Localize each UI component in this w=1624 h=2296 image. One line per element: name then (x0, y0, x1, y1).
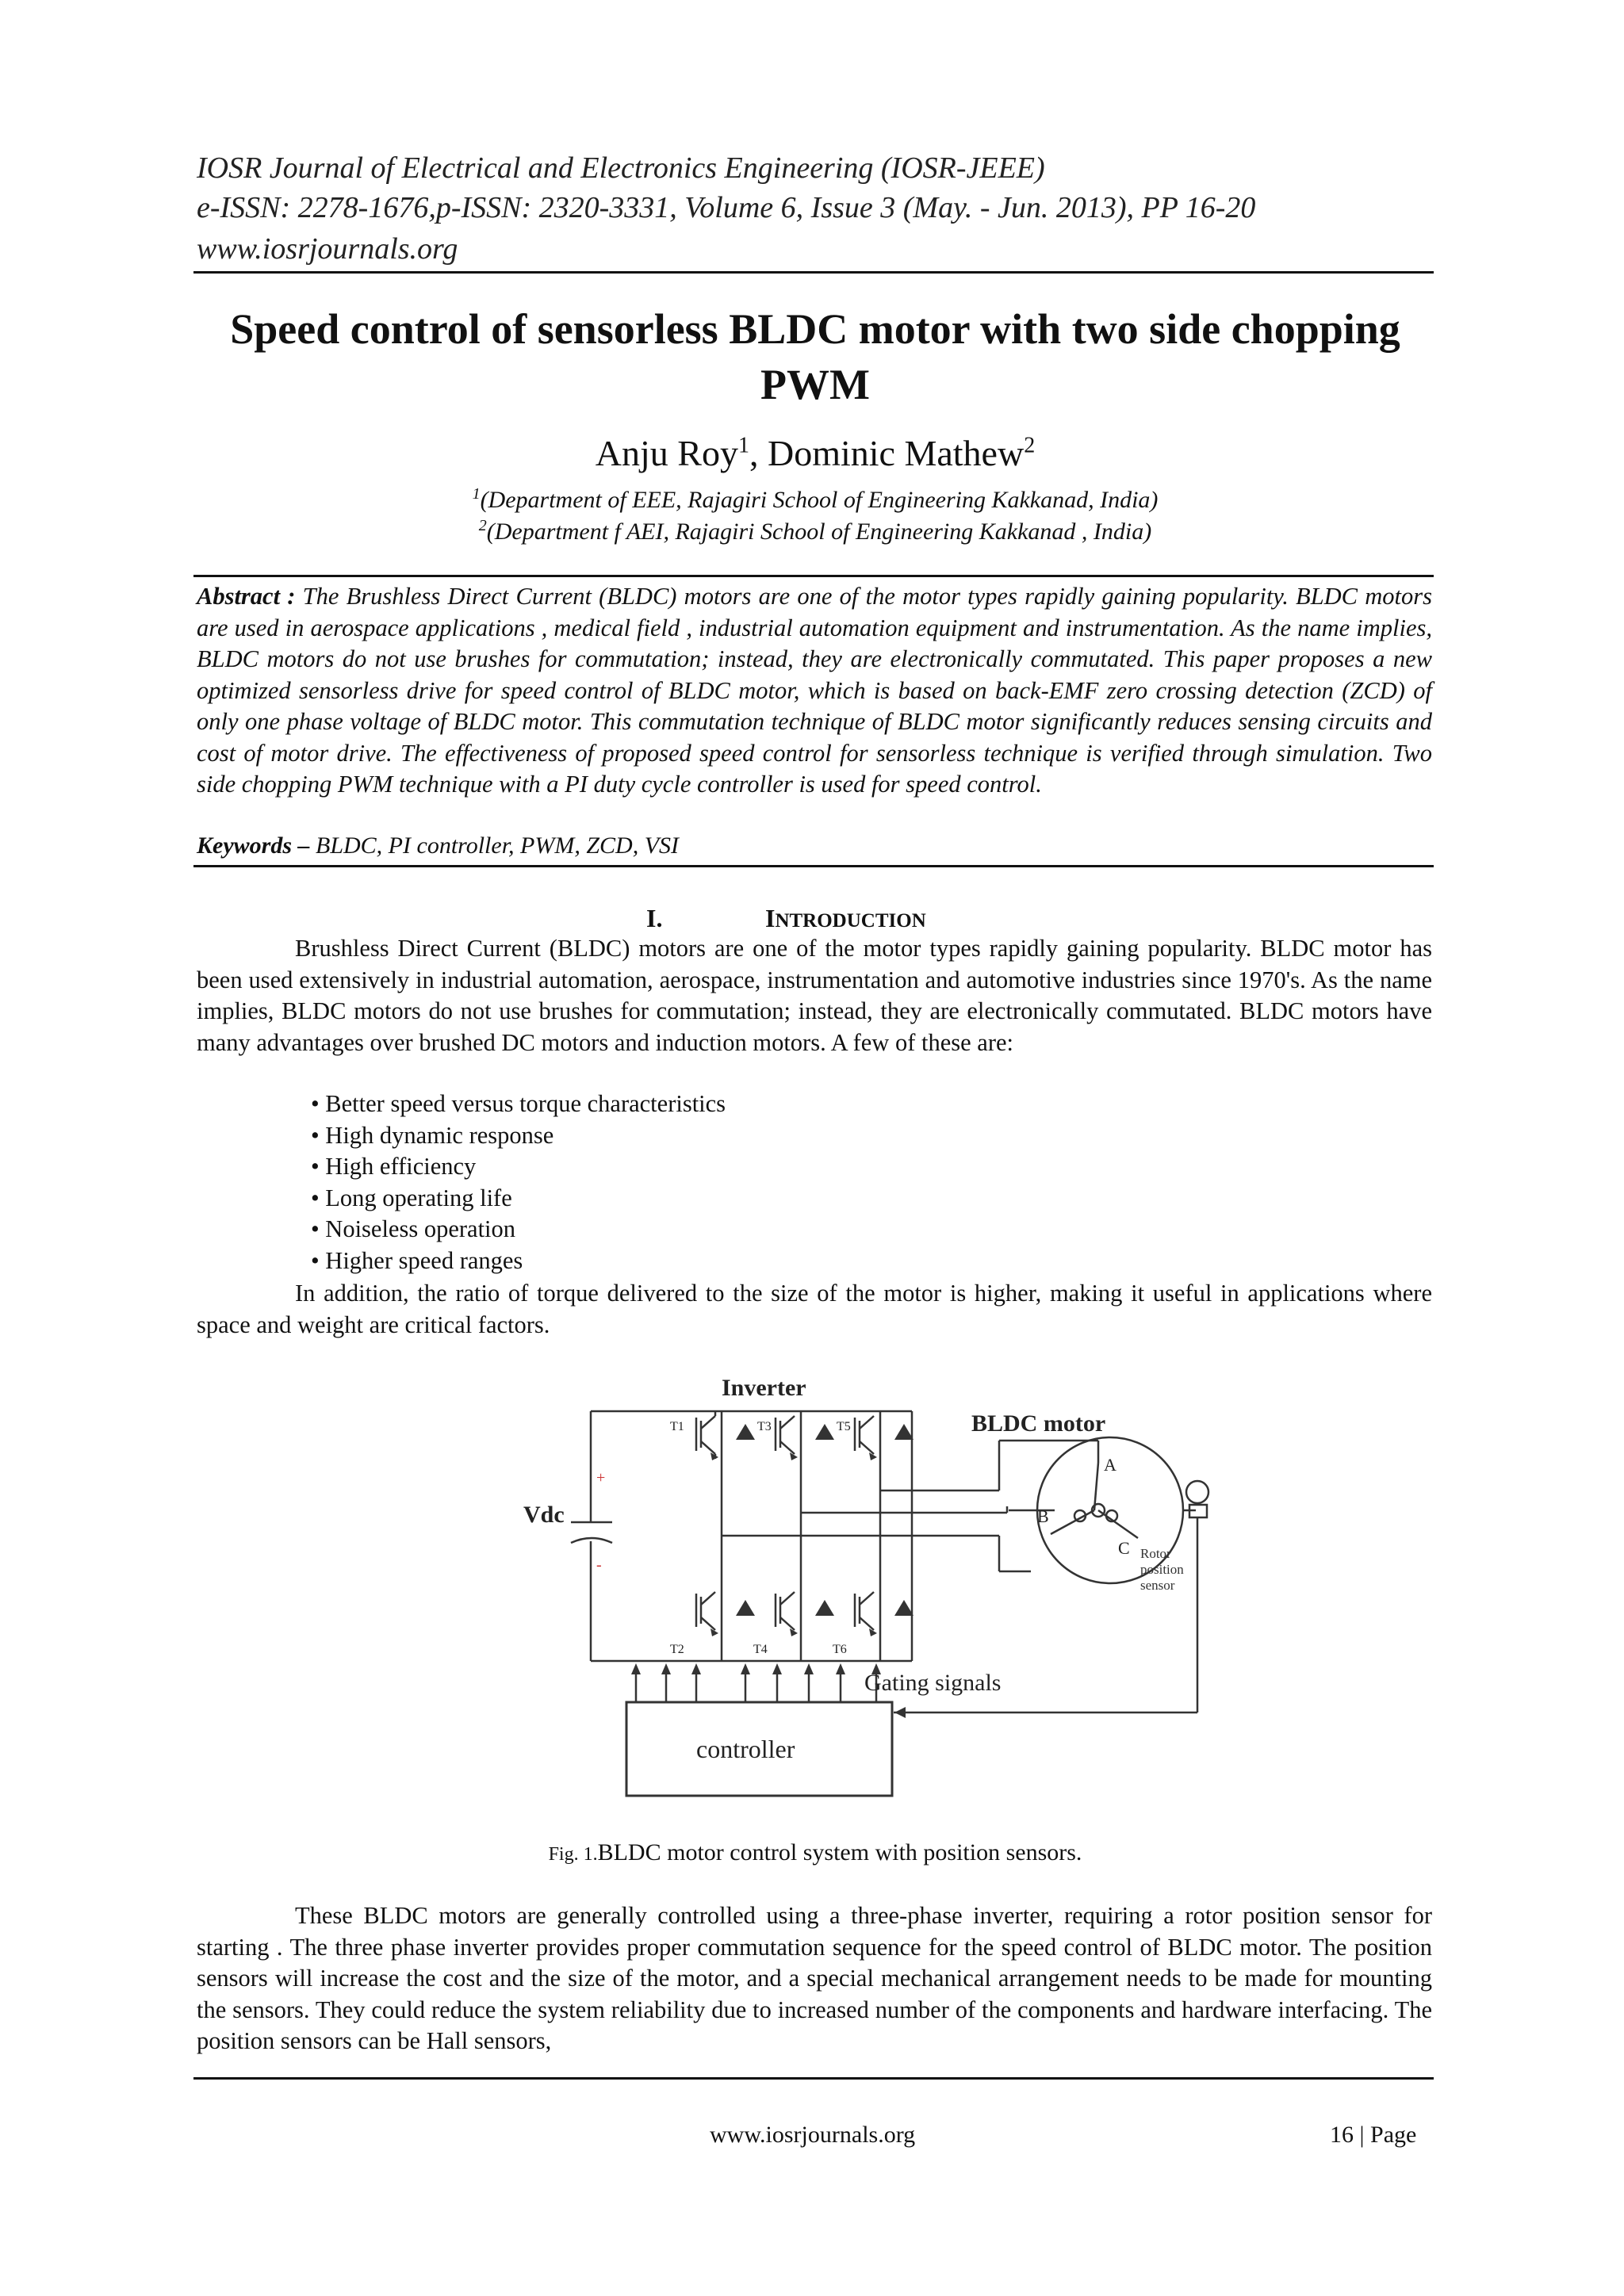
affiliation-sup-1: 1 (472, 485, 481, 503)
plus-sign: + (596, 1469, 606, 1487)
figure-caption (197, 1839, 1434, 1866)
affiliation-2 (197, 517, 1434, 545)
abstract-text: The Brushless Direct Current (BLDC) motors are one of the motor types rapidly gaining popularity. BLDC motors are used in aerospace applications , medical field , industrial automation equipment and instrumentation. As the name implies, BLDC motors do not use brushes for commutation; instead, they are electronically commutated. This paper proposes a new optimized sensorless drive for speed control of BLDC motor, which is based on back-EMF zero crossing detection (ZCD) of only one phase voltage of BLDC motor. This commutation technique of BLDC motor significantly reduces sensing circuits and cost of motor drive. The effectiveness of proposed speed control for sensorless technique is verified through simulation. Two side chopping PWM technique with a PI duty cycle controller is used for speed control. (197, 583, 1432, 798)
advantages-list (311, 1089, 726, 1277)
affiliation-1 (197, 485, 1434, 514)
section-number: I. (646, 904, 663, 932)
paper-title (197, 301, 1434, 412)
abstract (197, 581, 1432, 801)
journal-website: www.iosrjournals.org (197, 232, 458, 266)
title-line-2: PWM (760, 361, 870, 408)
list-item: • Higher speed ranges (311, 1246, 523, 1274)
minus-sign: - (596, 1556, 602, 1574)
phase-label-b: B (1037, 1506, 1049, 1526)
list-item: • Noiseless operation (311, 1215, 516, 1243)
section-title (765, 904, 926, 933)
section-title-initial: I (765, 904, 776, 932)
section-title-smallcaps: NTRODUCTION (775, 910, 926, 932)
abstract-top-rule (193, 575, 1434, 577)
page-number: 16 | Page (1330, 2122, 1417, 2148)
vdc-label: Vdc (523, 1502, 565, 1528)
list-item: • Better speed versus torque characteristics (311, 1090, 726, 1117)
list-item: • Long operating life (311, 1184, 512, 1211)
keywords (197, 832, 679, 859)
author-name-2: Dominic Mathew (767, 433, 1025, 473)
footer-url: www.iosrjournals.org (710, 2122, 916, 2148)
author-list (197, 432, 1434, 474)
author-name-1: Anju Roy (595, 433, 738, 473)
switch-label-t1: T1 (670, 1420, 684, 1433)
figure-label: Fig. 1. (548, 1844, 598, 1865)
addition-paragraph: In addition, the ratio of torque delivered to the size of the motor is higher, making it useful in applications where space and weight are critical factors. (197, 1280, 1432, 1338)
switch-label-t6: T6 (833, 1643, 847, 1656)
footer-rule (193, 2077, 1434, 2080)
sensor-label-line3: sensor (1140, 1578, 1175, 1593)
issn-line: e-ISSN: 2278-1676,p-ISSN: 2320-3331, Volume 6, Issue 3 (May. - Jun. 2013), PP 16-20 (197, 191, 1256, 224)
sensor-label-line1: Rotor (1140, 1546, 1171, 1561)
switch-label-t2: T2 (670, 1643, 684, 1656)
caption-text: BLDC motor control system with position sensors. (597, 1839, 1082, 1866)
switch-label-t5: T5 (837, 1420, 851, 1433)
switch-label-t4: T4 (753, 1643, 768, 1656)
header-rule (193, 271, 1434, 274)
affiliation-sup-2: 2 (478, 517, 487, 534)
sensor-label-line2: position (1140, 1562, 1184, 1577)
motor-label: BLDC motor (971, 1410, 1106, 1437)
title-line-1: Speed control of sensorless BLDC motor with two side chopping (230, 305, 1400, 353)
abstract-label: Abstract : (197, 583, 303, 610)
author-sup-2: 2 (1024, 433, 1036, 458)
gating-signals-label: Gating signals (864, 1670, 1002, 1696)
phase-label-a: A (1104, 1455, 1116, 1475)
controller-label: controller (696, 1735, 795, 1763)
affiliation-text-2: (Department f AEI, Rajagiri School of Engineering Kakkanad , India) (486, 519, 1152, 545)
bldc-system-figure (508, 1364, 1237, 1808)
abstract-bottom-rule (193, 865, 1434, 867)
body-paragraph-2: These BLDC motors are generally controlled using a three-phase inverter, requiring a rotor position sensor for starting . The three phase inverter provides proper commutation sequence for the speed control of BLDC motor. The position sensors will increase the cost and the size of the motor, and a special mechanical arrangement needs to be made for mounting the sensors. They could reduce the system reliability due to increased number of the components and hardware interfacing. The position sensors can be Hall sensors, (197, 1902, 1432, 2054)
keywords-label: Keywords – (197, 832, 316, 859)
phase-label-c: C (1118, 1538, 1130, 1558)
journal-title: IOSR Journal of Electrical and Electronics Engineering (IOSR-JEEE) (197, 151, 1045, 185)
intro-paragraph: Brushless Direct Current (BLDC) motors are one of the motor types rapidly gaining popularity. BLDC motor has been used extensively in industrial automation, aerospace, instrumentation and automotive industries since 1970's. As the name implies, BLDC motors do not use brushes for commutation; instead, they are electronically commutated. BLDC motors have many advantages over brushed DC motors and induction motors. A few of these are: (197, 935, 1432, 1056)
author-sup-1: 1 (737, 433, 749, 458)
author-separator: , (749, 433, 768, 473)
list-item: • High efficiency (311, 1153, 477, 1181)
keywords-text: BLDC, PI controller, PWM, ZCD, VSI (316, 832, 680, 859)
affiliation-text-1: (Department of EEE, Rajagiri School of Engineering Kakkanad, India) (480, 487, 1159, 513)
inverter-label: Inverter (722, 1375, 806, 1401)
list-item: • High dynamic response (311, 1121, 554, 1149)
switch-label-t3: T3 (757, 1420, 772, 1433)
